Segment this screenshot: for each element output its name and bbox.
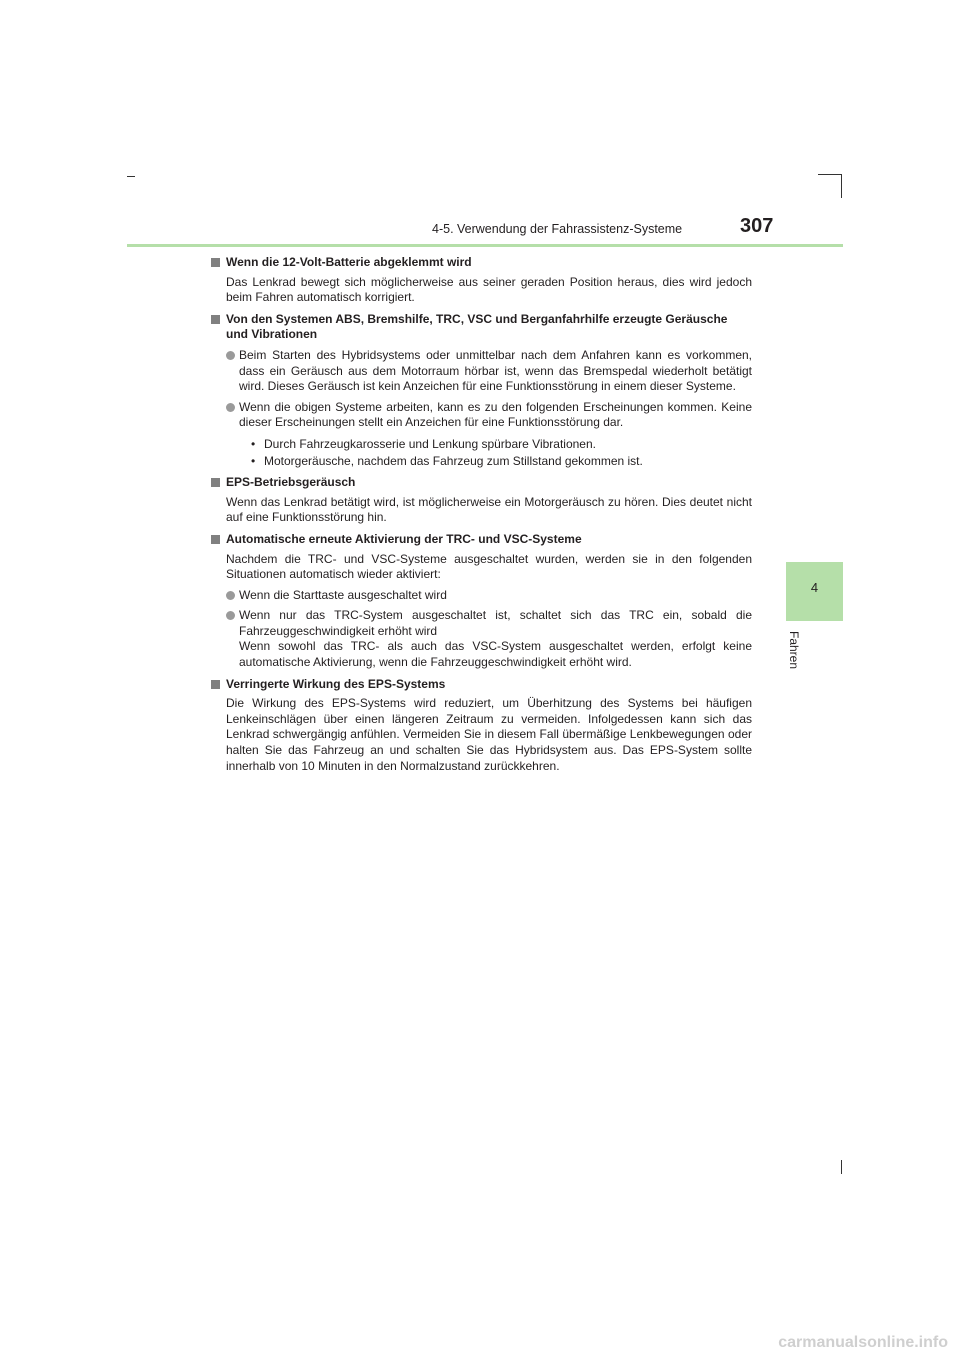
section-header-title: 4-5. Verwendung der Fahrassistenz-Systeme (432, 222, 683, 236)
section-paragraph: Nachdem die TRC- und VSC-Systeme ausgeschaltet wurden, werden sie in den folgenden Situationen automatisch wieder aktiviert: (226, 551, 752, 582)
crop-mark (127, 176, 135, 177)
circle-bullet-icon (226, 611, 235, 620)
circle-bullet-icon (226, 591, 235, 600)
dot-bullet-icon: • (251, 453, 256, 468)
section-paragraph: Wenn das Lenkrad betätigt wird, ist möglicherweise ein Motorgeräusch zu hören. Dies deutet nicht auf eine Funktionsstörung hin. (226, 494, 752, 525)
list-item-text: Wenn nur das TRC-System ausgeschaltet ist, schaltet sich das TRC ein, sobald die Fahrzeuggeschwindigkeit erhöht wird (239, 608, 752, 638)
heading-text: Automatische erneute Aktivierung der TRC- und VSC-Systeme (226, 531, 582, 546)
list-item (226, 588, 752, 604)
sub-list-item-text: Durch Fahrzeugkarosserie und Lenkung spürbare Vibrationen. (264, 436, 596, 451)
header-rule (127, 244, 843, 247)
crop-mark (841, 1160, 842, 1174)
list-item (226, 348, 752, 395)
page-content (210, 255, 752, 774)
section-heading (210, 532, 752, 548)
chapter-label: Fahren (787, 631, 801, 670)
heading-text: Von den Systemen ABS, Bremshilfe, TRC, VSC und Berganfahrhilfe erzeugte Geräusche und Vibrationen (226, 311, 728, 342)
heading-text: EPS-Betriebsgeräusch (226, 475, 356, 490)
section-heading (210, 677, 752, 693)
square-bullet-icon (211, 535, 220, 544)
square-bullet-icon (211, 680, 220, 689)
list-item-text: Beim Starten des Hybridsystems oder unmittelbar nach dem Anfahren kann es vorkommen, dass ein Geräusch aus dem Motorraum hörbar ist, wenn das Bremspedal wiederholt betätigt wird. Dieses Geräusch ist kein Anzeichen für eine Funktionsstörung in einem dieser Systeme. (239, 347, 752, 394)
watermark: carmanualsonline.info (778, 1334, 948, 1351)
chapter-number: 4 (810, 580, 819, 595)
sub-list-item (251, 437, 752, 453)
list-item (226, 608, 752, 670)
list-item-text: Wenn die obigen Systeme arbeiten, kann es zu den folgenden Erscheinungen kommen. Keine dieser Erscheinungen stellt ein Anzeichen für eine Funktionsstörung dar. (239, 399, 752, 430)
section-paragraph: Das Lenkrad bewegt sich möglicherweise aus seiner geraden Position heraus, dies wird jedoch beim Fahren automatisch korrigiert. (226, 274, 752, 305)
sub-list-item (251, 454, 752, 470)
section-heading (210, 255, 752, 271)
list-item-note: Wenn sowohl das TRC- als auch das VSC-System ausgeschaltet werden, erfolgt keine automatische Aktivierung, wenn die Fahrzeuggeschwindigkeit erhöht wird. (239, 639, 752, 670)
circle-bullet-icon (226, 351, 235, 360)
heading-text: Wenn die 12-Volt-Batterie abgeklemmt wird (226, 255, 472, 269)
crop-mark (841, 174, 842, 198)
list-item (226, 400, 752, 431)
section-heading (210, 475, 752, 491)
section-paragraph: Die Wirkung des EPS-Systems wird reduziert, um Überhitzung des Systems bei häufigen Lenkeinschlägen über einen längeren Zeitraum zu vermeiden. Infolgedessen kann sich das Lenkrad schwergängig anfühlen. Vermeiden Sie in diesem Fall übermäßige Lenkbewegungen oder halten Sie das Fahrzeug an und schalten Sie das Hybridsystem aus. Das EPS-System sollte innerhalb von 10 Minuten in den Normalzustand zurückkehren. (226, 696, 752, 773)
chapter-tab (786, 562, 843, 621)
square-bullet-icon (211, 478, 220, 487)
sub-list-item-text: Motorgeräusche, nachdem das Fahrzeug zum Stillstand gekommen ist. (264, 453, 643, 468)
section-heading (210, 312, 752, 343)
crop-mark (818, 174, 842, 175)
dot-bullet-icon: • (251, 436, 256, 451)
heading-text: Verringerte Wirkung des EPS-Systems (226, 676, 446, 691)
crop-mark (127, 176, 128, 177)
circle-bullet-icon (226, 403, 235, 412)
page-number: 307 (740, 215, 774, 237)
square-bullet-icon (211, 258, 220, 267)
list-item-text: Wenn die Starttaste ausgeschaltet wird (239, 587, 447, 602)
square-bullet-icon (211, 315, 220, 324)
